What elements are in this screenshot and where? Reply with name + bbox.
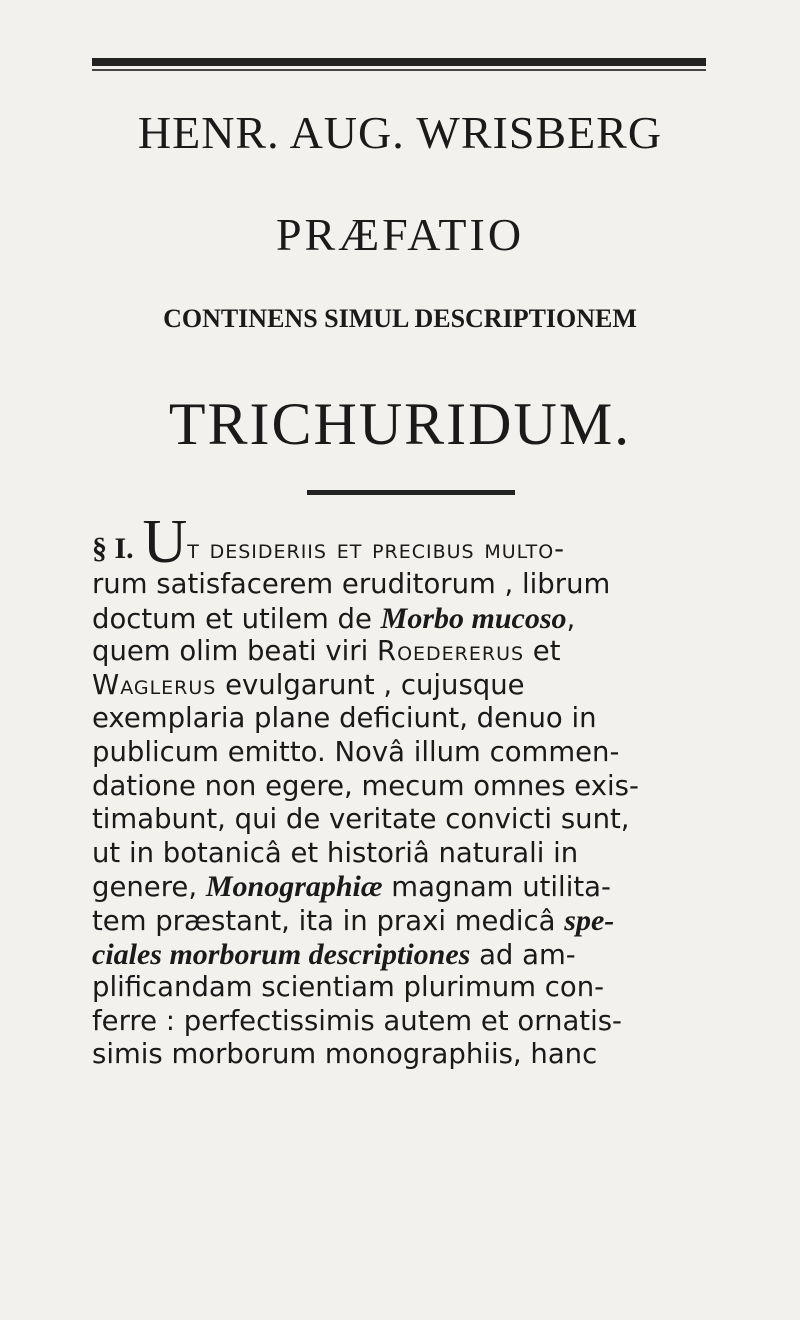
top-rule-thin xyxy=(92,69,706,71)
title: PRÆFATIO xyxy=(275,209,525,260)
drop-cap: U xyxy=(142,508,188,576)
text-span: doctum et utilem de xyxy=(92,602,381,635)
middle-rule xyxy=(307,490,515,495)
name-span: Roedererus xyxy=(376,635,525,668)
section-mark: § I. xyxy=(92,532,134,565)
text-line: simis morborum monographiis, hanc xyxy=(92,1038,598,1071)
text-line: plificandam scientiam plurimum con- xyxy=(92,971,605,1004)
text-line: ut in botanicâ et historiâ naturali in xyxy=(92,836,579,869)
italic-span: ciales morborum descriptiones xyxy=(92,937,471,971)
text-span: evulgarunt , cujusque xyxy=(216,668,525,701)
subtitle: CONTINENS SIMUL DESCRIPTIONEM xyxy=(163,304,637,333)
text-line: publicum emitto. Novâ illum commen- xyxy=(92,735,620,768)
name-span: Waglerus xyxy=(92,668,217,701)
text-line xyxy=(92,508,728,576)
text-span: quem olim beati viri xyxy=(92,635,377,668)
text-span: tem præstant, ita in praxi medicâ xyxy=(92,904,565,937)
top-rule xyxy=(92,58,706,66)
text-span: magnam utilita- xyxy=(382,871,611,904)
text-line: ferre : perfectissimis autem et ornatis- xyxy=(92,1004,622,1037)
subject-title: TRICHURIDUM. xyxy=(168,391,632,457)
text-line xyxy=(92,635,728,669)
text-line: datione non egere, mecum omnes exis- xyxy=(92,769,639,802)
body-paragraph xyxy=(92,508,728,1072)
text-span: t desideriis et precibus multo- xyxy=(187,533,566,565)
text-line xyxy=(92,669,728,703)
text-span: , xyxy=(566,602,576,635)
text-span: et xyxy=(524,635,561,668)
italic-span: Monographiæ xyxy=(205,870,383,904)
italic-span: Morbo mucoso xyxy=(380,601,567,635)
text-span: genere, xyxy=(92,871,206,904)
text-line xyxy=(92,870,728,904)
text-line xyxy=(92,602,728,636)
italic-span: spe- xyxy=(564,903,615,937)
text-line xyxy=(92,938,728,972)
text-span: ad am- xyxy=(470,938,576,971)
text-line: timabunt, qui de veritate convicti sunt, xyxy=(92,803,630,836)
text-line: rum satisfacerem eruditorum , librum xyxy=(92,568,611,600)
author-name: HENR. AUG. WRISBERG xyxy=(137,107,663,158)
text-line: exemplaria plane deficiunt, denuo in xyxy=(92,702,597,735)
text-line xyxy=(92,904,728,938)
